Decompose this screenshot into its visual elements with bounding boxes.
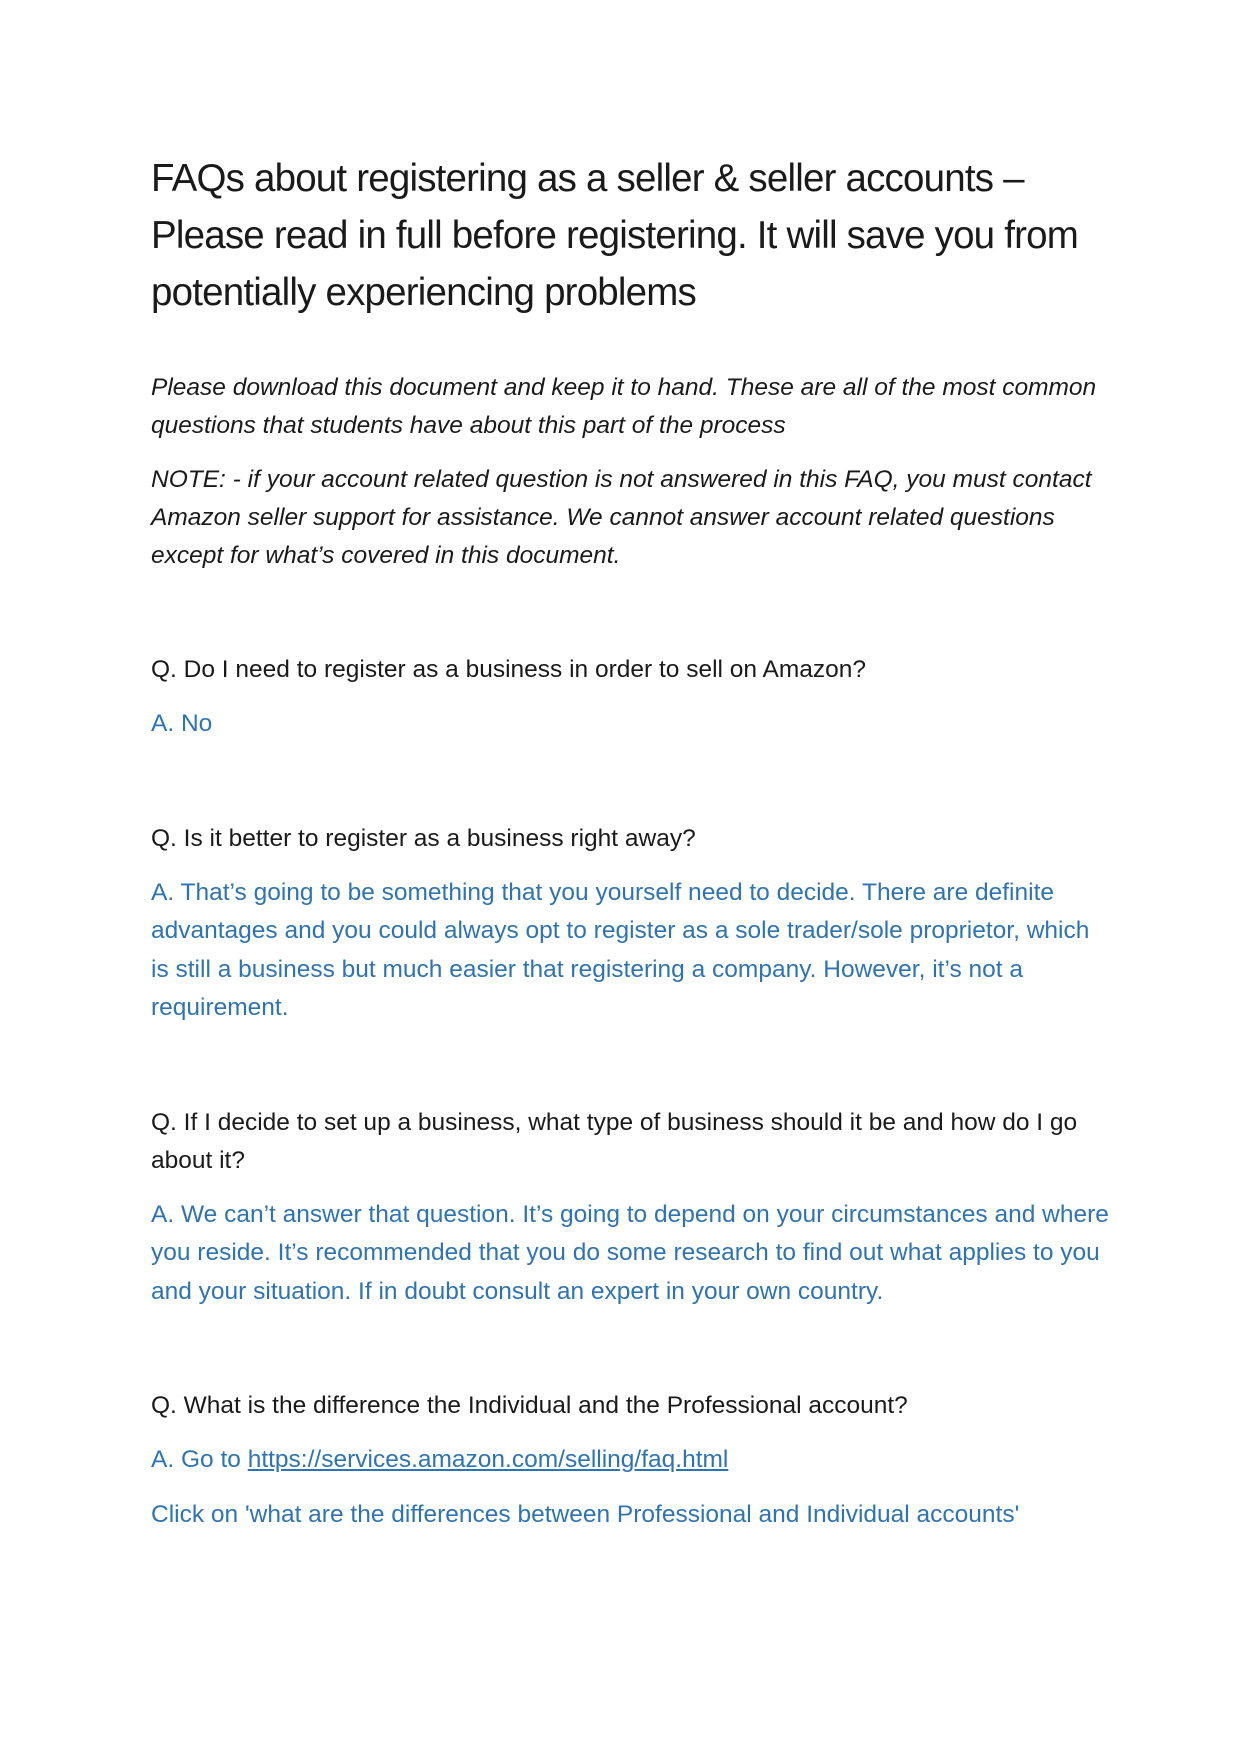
faq-answer: A. We can’t answer that question. It’s going to depend on your circumstances and where you reside. It’s recommended that you do some research to find out what applies to you and your situation. If in doubt consult an expert in your own country.: [151, 1200, 1109, 1305]
intro-support-note: NOTE: - if your account related question is not answered in this FAQ, you must contact Amazon seller support for assistance. We cannot answer account related questions except for what’s covered in this document.: [151, 466, 1092, 569]
faq-question: Q. What is the difference the Individual and the Professional account?: [151, 1392, 908, 1419]
intro-section: [151, 369, 1111, 575]
faq-question: Q. Is it better to register as a business right away?: [151, 824, 696, 852]
document-title: FAQs about registering as a seller & seller accounts – Please read in full before registering. It will save you from potentially experiencing problems: [151, 157, 1078, 314]
faq-answer: [151, 1441, 1111, 1480]
intro-download-note: Please download this document and keep it to hand. These are all of the most common questions that students have about this part of the process: [151, 374, 1097, 439]
faq-answer: A. No: [151, 710, 213, 737]
faq-item: [151, 1104, 1111, 1312]
faq-answer-followup: Click on 'what are the differences between Professional and Individual accounts': [151, 1500, 1020, 1528]
faq-item: [151, 651, 1111, 744]
faq-item: [151, 1387, 1111, 1534]
document-page: [151, 150, 1111, 1534]
faq-question: Q. If I decide to set up a business, what type of business should it be and how do I go about it?: [151, 1108, 1078, 1174]
amazon-faq-link[interactable]: https://services.amazon.com/selling/faq.html: [247, 1446, 729, 1473]
faq-question: Q. Do I need to register as a business in order to sell on Amazon?: [151, 656, 866, 683]
faq-item: [151, 820, 1111, 1028]
faq-answer-prefix: A. Go to: [151, 1446, 248, 1473]
faq-answer: A. That’s going to be something that you yourself need to decide. There are definite advantages and you could always opt to register as a sole trader/sole proprietor, which is still a business but much easier that registering a company. However, it’s not a requirement.: [151, 878, 1090, 1021]
